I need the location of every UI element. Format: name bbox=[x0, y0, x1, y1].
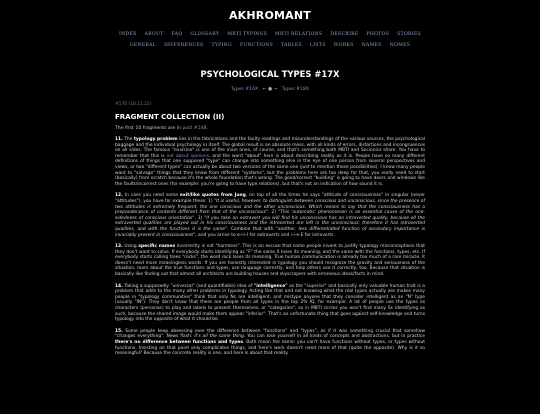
fragment-text: . 2) bbox=[267, 210, 279, 216]
fragment-text: . Combine that with bbox=[227, 226, 276, 232]
inline-link[interactable]: not about opinions bbox=[166, 153, 209, 159]
nav-item-index[interactable]: INDEX bbox=[118, 32, 137, 37]
fragment-number: 11. bbox=[115, 137, 123, 142]
prev-post-link[interactable]: Types #16X bbox=[230, 87, 259, 92]
fragment-text: . Both mean the same: you can't have functions without types, or types without functions. Insisting on that point only complicates things, and here's work doesn't need more of that (quite the opposite). Why is it so meaningful? Because the concrete reality is one, and here is about that reality. bbox=[115, 340, 425, 357]
nav-item-lists[interactable]: LISTS bbox=[309, 43, 326, 48]
nav-item-general[interactable]: GENERAL bbox=[129, 43, 157, 48]
emphasis-text: typology problem bbox=[133, 137, 178, 142]
fragment-text: Using bbox=[122, 244, 139, 250]
nav-item-works[interactable]: WORKS bbox=[333, 43, 354, 48]
fragment-text: it's all the same thing bbox=[194, 334, 244, 340]
post-pager bbox=[0, 87, 540, 92]
fragment-text: "If you take an extravert you will find his unconscious has an introverted quality, because all the extraverted qualities are played out in his consciousness and the introverted are left in the unconscious; therefore it has introverted qualities, and with the functions it is the same" bbox=[115, 215, 425, 232]
emphasis-text: specific names bbox=[138, 244, 176, 250]
post-meta: #170 (18.11.22) bbox=[115, 102, 152, 107]
fragment-paragraph bbox=[115, 193, 425, 238]
emphasis-text: "intelligence" bbox=[253, 283, 288, 289]
fragment-text: incorrectly is not "harmless". This is an excuse that some people invent to justify typology misconceptions that they don't want to solve. If everybody starts identifying as "F" the same X loses its meaning, and the same with the functions, types, etc. If everybody starts calling trees "rocks", the word rock loses its meaning. True human communication is already too much of a rare miracle, it doesn't need more meaningless words. If you are honestly interested in typology you should recognize the gravity and seriousness of the situation, learn about the true functions and types, use language correctly, and help others use it correctly, too. Because that situation is basically like finding out that almost all architects are building houses and skyscrapers with erroneous ideas/facts in mind. bbox=[115, 244, 425, 278]
fragment-number: 12. bbox=[115, 193, 123, 199]
fragment-text: , and you arrive to e-i-i-I for extraverts and i-i-e-E for introverts. bbox=[195, 232, 335, 238]
emphasis-text: there's no difference between functions and types bbox=[115, 340, 243, 345]
fragment-paragraph bbox=[115, 284, 425, 323]
nav-item-photos[interactable]: PHOTOS bbox=[366, 32, 390, 37]
nav-item-typing[interactable]: TYPING bbox=[211, 43, 232, 48]
fragment-text: . You can lose yourself in all kinds of concepts and abstractions, but in practice bbox=[243, 334, 425, 340]
fragment-paragraph bbox=[115, 137, 425, 187]
fragment-text: Some people keep obsessing over the difference between "functions" and "types", as if it was something crucial that somehow "changes everything". News flash: bbox=[115, 328, 425, 340]
intro-text bbox=[115, 126, 425, 131]
fragment-text: , and the word "about" here is about describing reality as it is. People have so many different definitions of things that one supposed "type" can change into something else in the eye of one person from several perspectives and views, or two "different types" can actually be about two versions of the same one (just to mention these possibilities). I know many people want to "salvage" things that they know from different "systems", but the problems here are too deep for that, you really need to start (basically) from scratch because it's the whole foundation that's wrong. The good/correct "building" is going to have doors and windows like the faults/incorrect ones (for example: you're going to have type relations), but that's not an indication of how sound it is. bbox=[115, 153, 425, 187]
fragment-text: The bbox=[122, 137, 134, 142]
nav-item-names[interactable]: NAMES bbox=[361, 43, 382, 48]
fragment-paragraph bbox=[115, 244, 425, 278]
fragment-number: 14. bbox=[115, 283, 123, 289]
fragment-text: lies in the fabrications and the faulty readings and misunderstandings of the various sources, the psychological baggage and the individual psychology in itself. The global result is an absolute mess, with all kinds of errors, distortions and incongruences on all sides. The famous "mix/sine" is one of the main ones, of course, and that's something both MBTI and Socionics share. You have to remember that this is bbox=[115, 137, 426, 159]
fragment-list bbox=[115, 137, 425, 357]
fragment-text: as the "superior" and basically only valuable human trait is a problem that adds to the many other problems in typology. Acting like that and not knowing what the real types actually are makes many people in "typology communities" think that only Ns are intelligent, and mistype anyone that they consider intelligent as an "N" type (usually "IN"). They don't know that there are people from all types in the top 2% IQ, for example. A lot of people use the types as characters (personas) to play and labels to present themselves, or "categories", so in MBTI circles you won't find many Ss identifying as such, because the shared image would make them appear "inferior". That's an unfortunate thing that goes against self-knowledge and turns typology into the opposite of what it should be. bbox=[115, 283, 426, 323]
secondary-nav bbox=[0, 43, 540, 48]
nav-item-stories[interactable]: STORIES bbox=[397, 32, 422, 37]
main-nav bbox=[0, 32, 540, 37]
fragment-text: "another, less differentiated function of secondary importance is invariably present in consciousness" bbox=[115, 226, 426, 238]
fragment-text: Taking a supposedly "universal" (and quantifiable) idea of bbox=[122, 283, 254, 289]
nav-item-mbti-relations[interactable]: MBTI RELATIONS bbox=[275, 32, 323, 37]
section-title: FRAGMENT COLLECTION (II) bbox=[115, 113, 225, 121]
next-post-link[interactable]: Types #18X bbox=[281, 87, 310, 92]
post-content bbox=[115, 102, 425, 357]
fragment-text: "This 'automatic' phenomenon is an essential cause of the one-sidedness of conscious orientation" bbox=[115, 210, 425, 221]
previous-post-link[interactable]: post #148 bbox=[182, 126, 207, 131]
site-title[interactable]: AKHROMANT bbox=[228, 9, 312, 22]
intro-after: . bbox=[206, 126, 208, 131]
nav-item-about[interactable]: ABOUT bbox=[144, 32, 164, 37]
emphasis-text: exit/like quotes from Jung bbox=[179, 193, 246, 199]
nav-item-faq[interactable]: FAQ bbox=[171, 32, 183, 37]
nav-item-differences[interactable]: DIFFERENCES bbox=[164, 43, 204, 48]
fragment-number: 13. bbox=[115, 244, 123, 250]
fragment-text: . 3) bbox=[194, 215, 205, 221]
fragment-paragraph bbox=[115, 329, 425, 357]
nav-item-mbti-typings[interactable]: MBTI TYPINGS bbox=[227, 32, 268, 37]
fragment-text: , on top of all the times he says "attitude of consciousness" in singular (never "attitudes"), you have for example these: 1) bbox=[115, 193, 425, 204]
pager-arrows: ← ● → bbox=[262, 87, 278, 92]
nav-item-tables[interactable]: TABLES bbox=[281, 43, 302, 48]
fragment-number: 15. bbox=[115, 328, 123, 334]
intro-before: The first 10 fragments are in bbox=[115, 126, 183, 131]
nav-item-nomes[interactable]: NOMES bbox=[389, 43, 411, 48]
nav-item-describe[interactable]: DESCRIBE bbox=[330, 32, 359, 37]
nav-item-functions[interactable]: FUNCTIONS bbox=[239, 43, 274, 48]
fragment-text: "It is useful, however, to distinguish between conscious and unconscious, since the presence of two attitudes is extremely frequent, the one conscious and the other unconscious. Which means to say that the consciousness has a preponderance of contents different from that of the unconscious" bbox=[115, 198, 425, 216]
fragment-text: In case you need some bbox=[122, 193, 180, 199]
nav-item-glossary[interactable]: GLOSSARY bbox=[190, 32, 220, 37]
page-title: PSYCHOLOGICAL TYPES #17X bbox=[200, 69, 340, 79]
